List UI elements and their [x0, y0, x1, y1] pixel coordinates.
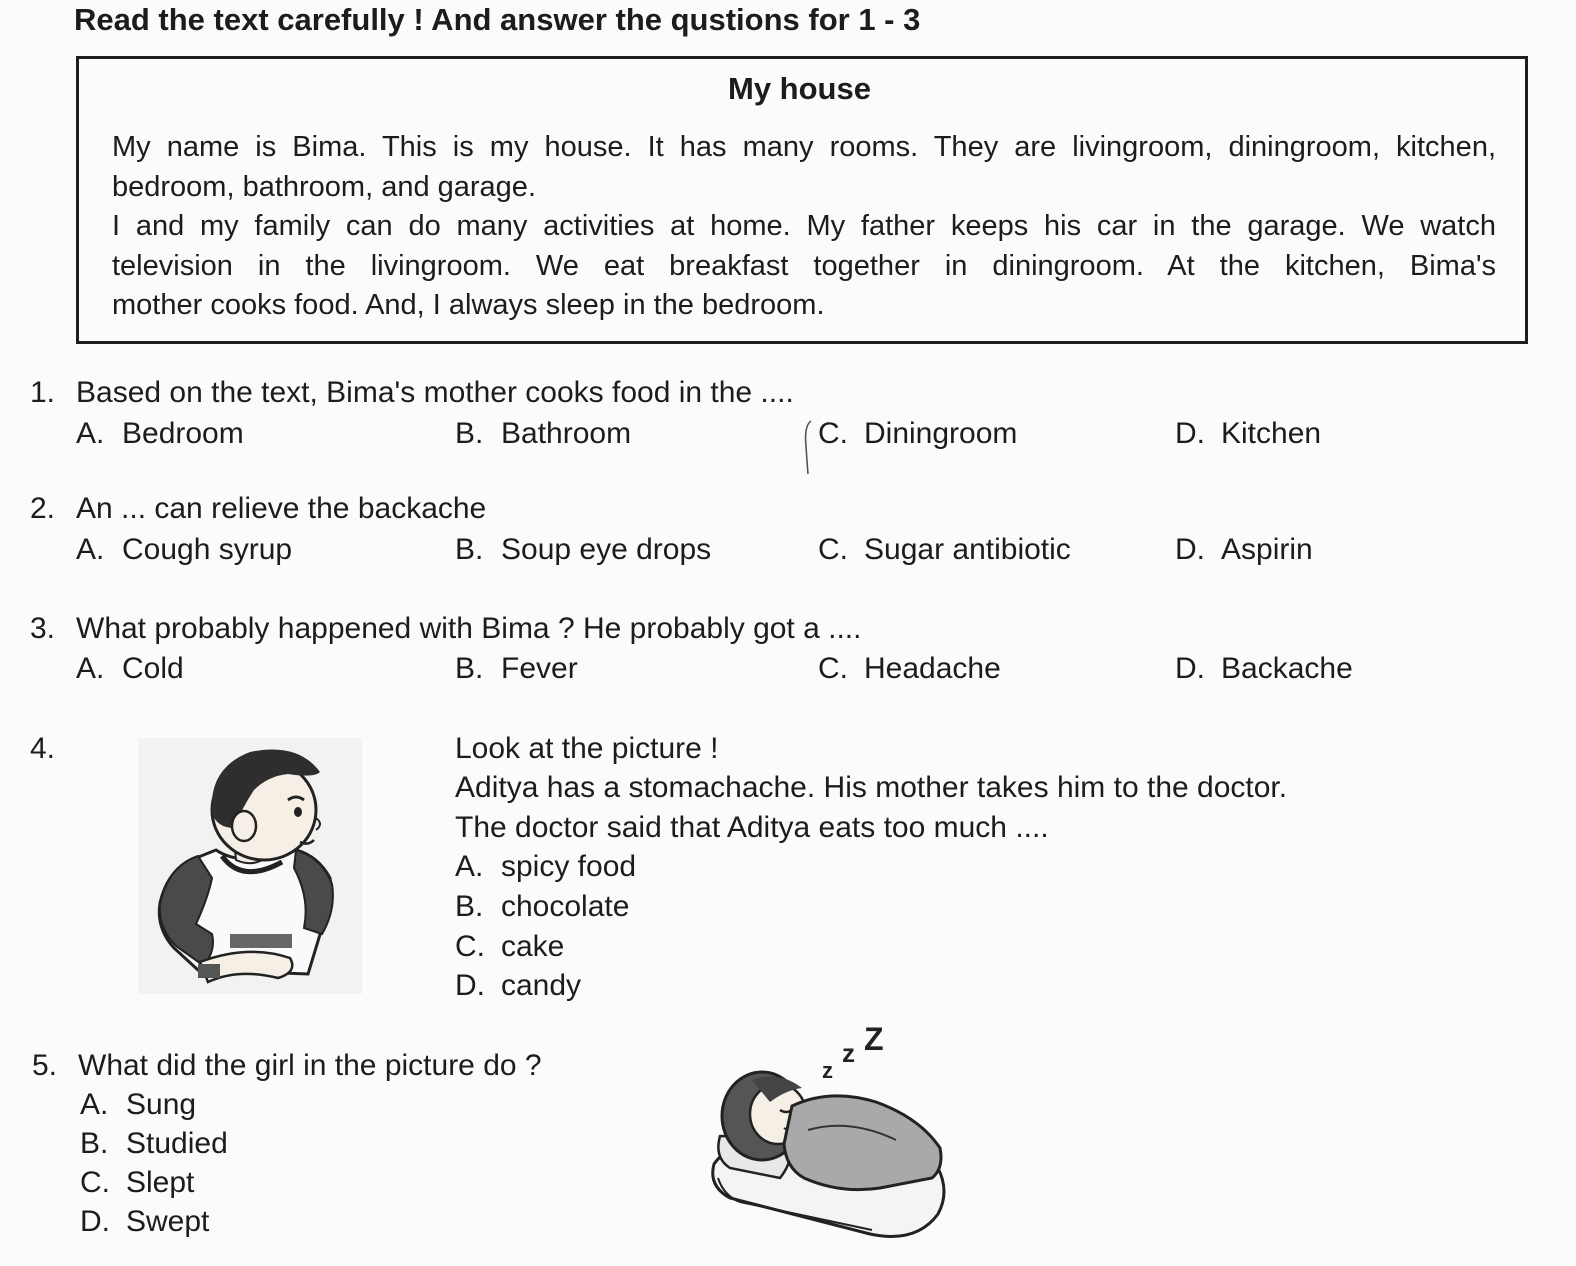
sleep-z-medium: z [842, 1038, 855, 1068]
question-number: 3. [30, 612, 56, 645]
q2-option-d[interactable] [1175, 535, 1313, 565]
question-number: 5. [32, 1049, 58, 1082]
option-text: Cold [122, 652, 184, 685]
option-text: Soup eye drops [501, 533, 712, 566]
boy-stomachache-illustration [138, 738, 362, 994]
q2-option-b[interactable] [455, 535, 711, 565]
option-letter: C. [80, 1166, 110, 1199]
sleep-z-large: Z [864, 1021, 884, 1057]
option-text: Slept [126, 1166, 195, 1199]
q5-option-d[interactable] [80, 1207, 209, 1237]
passage-title: My house [728, 71, 871, 106]
q5-option-c[interactable] [80, 1168, 194, 1198]
option-letter: B. [455, 417, 484, 450]
q4-line-3: The doctor said that Aditya eats too much .... [455, 811, 1049, 844]
instruction-heading: Read the text carefully ! And answer the qustions for 1 - 3 [74, 2, 921, 37]
q4-line-2: Aditya has a stomachache. His mother takes him to the doctor. [455, 771, 1288, 804]
option-letter: D. [1175, 417, 1205, 450]
option-letter: D. [1175, 533, 1205, 566]
q4-option-b[interactable] [455, 892, 629, 922]
option-letter: A. [455, 850, 484, 883]
passage-line: My name is Bima. This is my house. It has many rooms. They are livingroom, diningroom, kitchen, [112, 131, 1496, 163]
option-letter: B. [80, 1127, 109, 1160]
question-1 [30, 378, 794, 408]
question-number: 2. [30, 492, 56, 525]
option-letter: D. [80, 1205, 110, 1238]
q4-line-1: Look at the picture ! [455, 732, 719, 765]
option-text: cake [501, 930, 565, 963]
option-text: chocolate [501, 890, 630, 923]
option-letter: C. [818, 533, 848, 566]
option-text: candy [501, 969, 582, 1002]
q5-option-b[interactable] [80, 1129, 228, 1159]
option-letter: C. [818, 417, 848, 450]
option-letter: B. [455, 533, 484, 566]
option-letter: A. [76, 417, 105, 450]
q4-option-a[interactable] [455, 852, 636, 882]
question-3 [30, 614, 861, 644]
option-text: Sung [126, 1088, 197, 1121]
option-text: Kitchen [1221, 417, 1322, 450]
option-text: Sugar antibiotic [864, 533, 1071, 566]
option-letter: A. [76, 533, 105, 566]
q3-option-b[interactable] [455, 654, 578, 684]
option-text: Cough syrup [122, 533, 293, 566]
question-text: What did the girl in the picture do ? [78, 1049, 542, 1082]
option-text: Bedroom [122, 417, 244, 450]
option-letter: C. [455, 930, 485, 963]
option-letter: A. [80, 1088, 109, 1121]
q5-option-a[interactable] [80, 1090, 196, 1120]
option-text: Diningroom [864, 417, 1018, 450]
option-letter: D. [1175, 652, 1205, 685]
q4-option-d[interactable] [455, 971, 581, 1001]
q1-option-a[interactable] [76, 419, 244, 449]
q1-option-c[interactable] [818, 419, 1017, 449]
question-text: Based on the text, Bima's mother cooks food in the .... [76, 376, 794, 409]
passage-line: I and my family can do many activities at home. My father keeps his car in the garage. We watch [112, 210, 1496, 242]
q2-option-c[interactable] [818, 535, 1071, 565]
sleep-z-small: z [822, 1058, 833, 1083]
option-letter: B. [455, 652, 484, 685]
option-text: Aspirin [1221, 533, 1313, 566]
q1-option-d[interactable] [1175, 419, 1321, 449]
option-text: Studied [126, 1127, 228, 1160]
passage-line: bedroom, bathroom, and garage. [112, 171, 536, 203]
option-text: Fever [501, 652, 578, 685]
option-text: Swept [126, 1205, 210, 1238]
pencil-mark [800, 418, 814, 476]
q4-option-c[interactable] [455, 932, 564, 962]
question-text: What probably happened with Bima ? He probably got a .... [76, 612, 862, 645]
q3-option-a[interactable] [76, 654, 184, 684]
question-text: An ... can relieve the backache [76, 492, 487, 525]
option-letter: A. [76, 652, 105, 685]
question-number: 4. [30, 732, 56, 765]
question-5 [32, 1051, 542, 1081]
option-text: Bathroom [501, 417, 632, 450]
q3-option-d[interactable] [1175, 654, 1353, 684]
option-text: spicy food [501, 850, 637, 883]
option-letter: C. [818, 652, 848, 685]
passage-line: mother cooks food. And, I always sleep in the bedroom. [112, 289, 825, 321]
question-2 [30, 494, 486, 524]
question-number: 1. [30, 376, 56, 409]
option-letter: B. [455, 890, 484, 923]
option-letter: D. [455, 969, 485, 1002]
q3-option-c[interactable] [818, 654, 1001, 684]
q2-option-a[interactable] [76, 535, 292, 565]
option-text: Headache [864, 652, 1001, 685]
q1-option-b[interactable] [455, 419, 631, 449]
passage-line: television in the livingroom. We eat breakfast together in diningroom. At the kitchen, Bima's [112, 250, 1496, 282]
option-text: Backache [1221, 652, 1353, 685]
sleeping-girl-illustration [700, 1018, 960, 1244]
